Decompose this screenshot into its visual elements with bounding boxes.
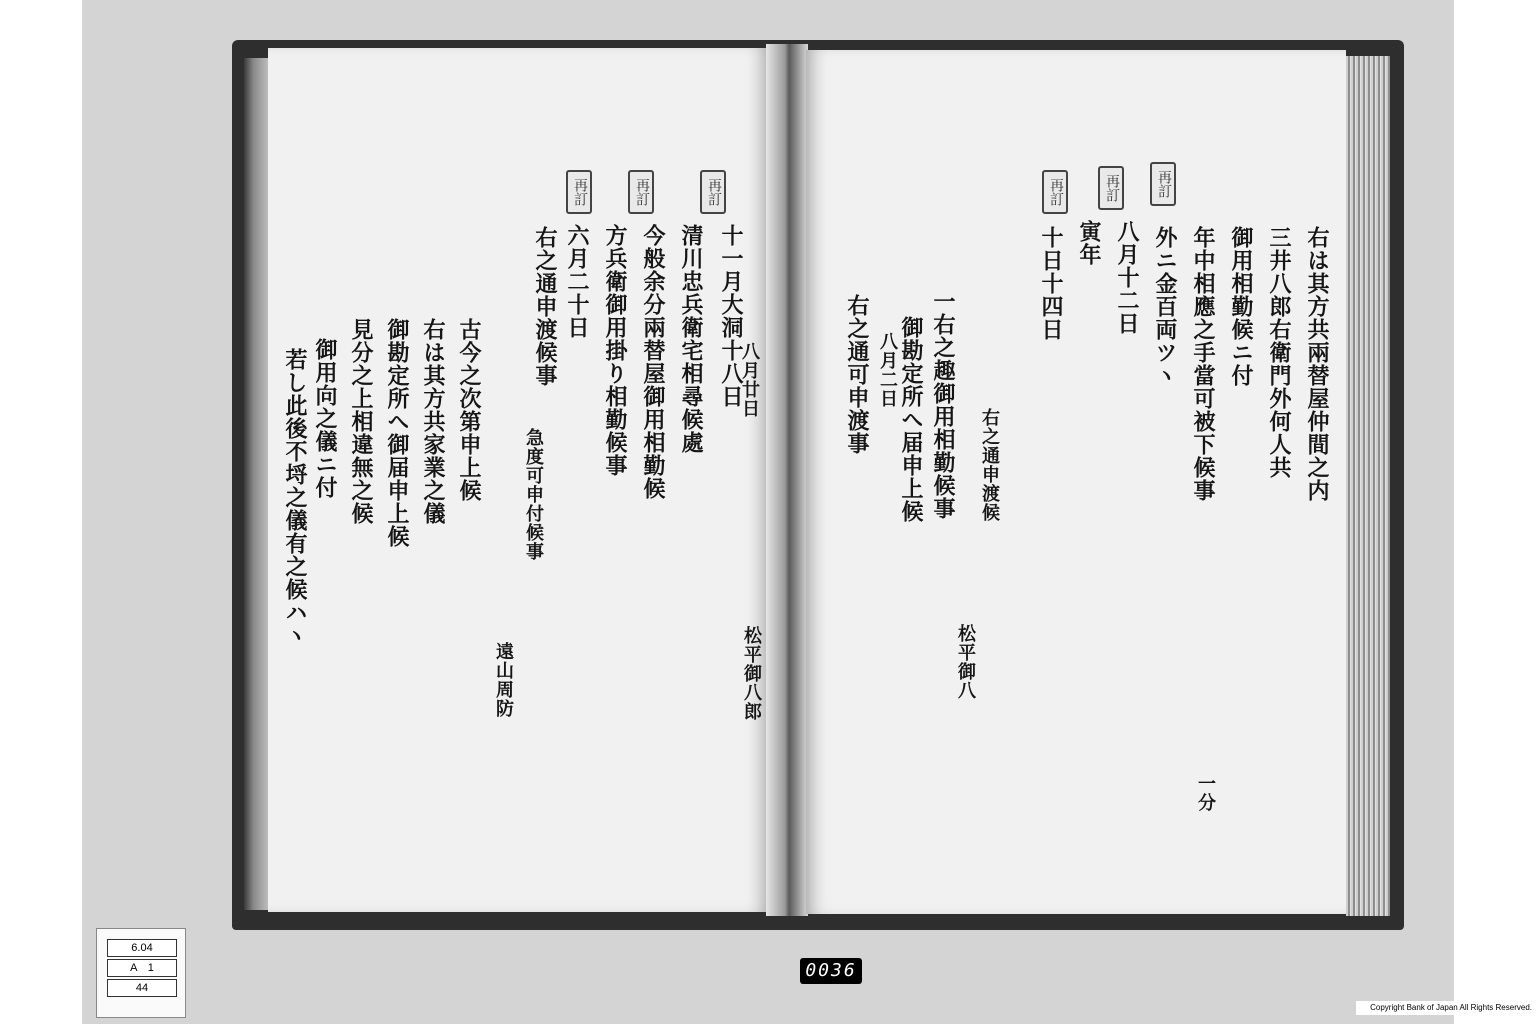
text-column: 清川忠兵衛宅相尋候處 [678, 224, 704, 454]
date-note: 八月二日 [877, 332, 898, 408]
text-column: 右之通申渡候事 [532, 226, 558, 387]
revision-stamp: 再訂 [700, 170, 726, 214]
left-page [268, 48, 768, 912]
text-column: 十一月大洞十八日 [718, 224, 744, 408]
revision-stamp: 再訂 [566, 170, 592, 214]
signature-name: 遠山周防 [493, 642, 514, 718]
text-column: 寅年 [1076, 220, 1102, 266]
card-row: A 1 [107, 959, 177, 977]
text-column: 右之通可申渡事 [844, 294, 870, 455]
text-column: 右は其方共兩替屋仲間之内 [1304, 226, 1330, 502]
right-page-edges [1346, 56, 1390, 916]
date-note: 八月廿日 [739, 342, 760, 418]
text-column: 御用相勤候ニ付 [1228, 226, 1254, 387]
text-column: 今般余分兩替屋御用相勤候 [640, 224, 666, 500]
card-row: 6.04 [107, 939, 177, 957]
text-column: 年中相應之手當可被下候事 [1190, 226, 1216, 502]
frame-number: 0036 [800, 958, 862, 984]
text-column: 右之通申渡候 [979, 408, 1000, 522]
revision-stamp: 再訂 [628, 170, 654, 214]
text-column: 六月二十日 [564, 224, 590, 339]
text-column: 御勘定所へ届申上候 [898, 316, 924, 523]
revision-stamp: 再訂 [1042, 170, 1068, 214]
text-column: 御用向之儀ニ付 [312, 338, 338, 499]
text-column: 若し此後不埒之儀有之候ハヽ [282, 348, 308, 647]
text-column: 外ニ金百両ツヽ [1152, 226, 1178, 387]
right-page [806, 50, 1346, 914]
text-column: 方兵衛御用掛り相勤候事 [602, 224, 628, 477]
left-book-edge [244, 58, 268, 910]
text-column: 三井八郎右衛門外何人共 [1266, 226, 1292, 479]
revision-stamp: 再訂 [1098, 166, 1124, 210]
text-column: 一分 [1195, 774, 1216, 812]
text-column: 古今之次第申上候 [456, 318, 482, 502]
catalog-card [96, 928, 186, 1018]
text-column: 一右之趣御用相勤候事 [930, 290, 956, 520]
text-column: 見分之上相違無之候 [348, 318, 374, 525]
text-column: 急度可申付候事 [523, 428, 544, 561]
signature-name: 松平御八 [955, 624, 976, 700]
text-column: 右は其方共家業之儀 [420, 318, 446, 525]
signature-name: 松平御八郎 [741, 626, 762, 721]
copyright-notice: Copyright Bank of Japan All Rights Reserved. [1356, 1001, 1532, 1015]
book-gutter [766, 44, 808, 916]
card-row: 44 [107, 979, 177, 997]
text-column: 八月十二日 [1114, 220, 1140, 335]
text-column: 御勘定所へ御届申上候 [384, 318, 410, 548]
revision-stamp: 再訂 [1150, 162, 1176, 206]
text-column: 十日十四日 [1038, 226, 1064, 341]
